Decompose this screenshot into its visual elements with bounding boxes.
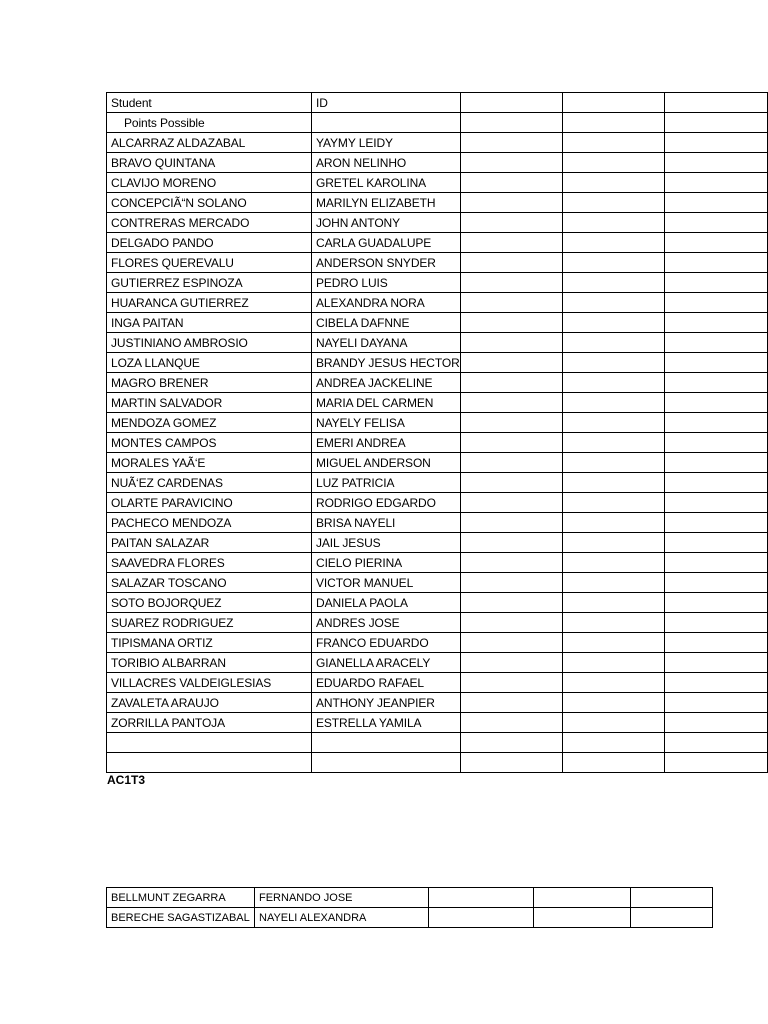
student-name-cell: BELLMUNT ZEGARRA [107,888,255,908]
student-id-cell: FRANCO EDUARDO [312,633,461,653]
empty-score-cell [665,673,768,693]
empty-score-cell [665,513,768,533]
student-name-cell: OLARTE PARAVICINO [107,493,312,513]
student-id-cell: YAYMY LEIDY [312,133,461,153]
empty-score-cell [563,433,665,453]
empty-score-cell [665,353,768,373]
table-row [107,373,768,393]
table-row [107,233,768,253]
empty-score-cell [665,153,768,173]
student-name-cell: NUÃ‘EZ CARDENAS [107,473,312,493]
table-row [107,908,713,928]
empty-score-cell [665,693,768,713]
empty-score-cell [563,353,665,373]
empty-score-cell [461,373,563,393]
student-id-cell: EMERI ANDREA [312,433,461,453]
table-row [107,613,768,633]
table-row [107,653,768,673]
empty-score-cell [563,413,665,433]
student-id-cell: FERNANDO JOSE [255,888,429,908]
points-possible-row [107,113,768,133]
student-id-cell: GRETEL KAROLINA [312,173,461,193]
empty-score-cell [631,908,713,928]
student-name-cell: CLAVIJO MORENO [107,173,312,193]
empty-score-cell [461,333,563,353]
header-empty-cell [665,93,768,113]
empty-score-cell [665,653,768,673]
empty-score-cell [665,253,768,273]
empty-score-cell [563,293,665,313]
table-row [107,333,768,353]
empty-score-cell [665,473,768,493]
student-name-cell: ZORRILLA PANTOJA [107,713,312,733]
student-id-cell: DANIELA PAOLA [312,593,461,613]
second-roster-table [106,887,713,928]
table-row [107,888,713,908]
student-id-cell: GIANELLA ARACELY [312,653,461,673]
empty-score-cell [665,713,768,733]
student-name-cell: MARTIN SALVADOR [107,393,312,413]
empty-score-cell [665,373,768,393]
table-row [107,393,768,413]
empty-score-cell [563,653,665,673]
empty-score-cell [563,613,665,633]
empty-score-cell [534,908,631,928]
empty-score-cell [461,593,563,613]
student-id-cell: LUZ PATRICIA [312,473,461,493]
empty-score-cell [563,633,665,653]
empty-score-cell [563,313,665,333]
student-id-cell: BRISA NAYELI [312,513,461,533]
points-possible-cell [563,113,665,133]
table-row [107,133,768,153]
empty-score-cell [563,133,665,153]
empty-score-cell [563,153,665,173]
empty-score-cell [461,433,563,453]
student-name-cell: CONTRERAS MERCADO [107,213,312,233]
empty-score-cell [665,533,768,553]
empty-score-cell [429,908,534,928]
table-row [107,493,768,513]
empty-score-cell [631,888,713,908]
empty-score-cell [461,673,563,693]
table-row [107,753,768,773]
empty-score-cell [665,593,768,613]
section-label: AC1T3 [107,773,146,787]
table-row [107,213,768,233]
student-id-cell: VICTOR MANUEL [312,573,461,593]
student-name-cell: TIPISMANA ORTIZ [107,633,312,653]
empty-score-cell [461,293,563,313]
student-id-cell: ANDREA JACKELINE [312,373,461,393]
empty-score-cell [563,453,665,473]
empty-score-cell [665,173,768,193]
empty-score-cell [563,733,665,753]
empty-score-cell [665,753,768,773]
student-id-cell: PEDRO LUIS [312,273,461,293]
empty-score-cell [461,253,563,273]
empty-score-cell [461,313,563,333]
student-id-cell: NAYELY FELISA [312,413,461,433]
empty-score-cell [563,373,665,393]
student-roster-body [107,93,768,773]
student-name-cell: MORALES YAÃ‘E [107,453,312,473]
table-row [107,293,768,313]
empty-score-cell [665,313,768,333]
empty-score-cell [665,333,768,353]
empty-score-cell [563,273,665,293]
student-id-cell: ANTHONY JEANPIER [312,693,461,713]
empty-score-cell [665,213,768,233]
empty-score-cell [534,888,631,908]
header-id: ID [312,93,461,113]
empty-score-cell [665,733,768,753]
empty-score-cell [665,633,768,653]
empty-score-cell [461,753,563,773]
empty-score-cell [461,353,563,373]
empty-score-cell [563,553,665,573]
student-name-cell: ALCARRAZ ALDAZABAL [107,133,312,153]
table-row [107,433,768,453]
table-row [107,693,768,713]
student-name-cell: MONTES CAMPOS [107,433,312,453]
empty-score-cell [461,493,563,513]
empty-score-cell [461,413,563,433]
empty-score-cell [563,333,665,353]
student-name-cell: VILLACRES VALDEIGLESIAS [107,673,312,693]
empty-score-cell [665,433,768,453]
student-id-cell: RODRIGO EDGARDO [312,493,461,513]
empty-score-cell [665,573,768,593]
empty-score-cell [563,393,665,413]
student-id-cell: NAYELI ALEXANDRA [255,908,429,928]
empty-score-cell [665,293,768,313]
student-name-cell: PAITAN SALAZAR [107,533,312,553]
student-name-cell: BRAVO QUINTANA [107,153,312,173]
student-id-cell: BRANDY JESUS HECTOR [312,353,461,373]
table-row [107,533,768,553]
table-row [107,353,768,373]
empty-score-cell [563,253,665,273]
empty-score-cell [665,133,768,153]
empty-score-cell [461,213,563,233]
student-name-cell: GUTIERREZ ESPINOZA [107,273,312,293]
points-possible-cell [665,113,768,133]
student-id-cell: MARILYN ELIZABETH [312,193,461,213]
student-roster-table [106,92,768,773]
student-id-cell: JOHN ANTONY [312,213,461,233]
student-id-cell: CIBELA DAFNNE [312,313,461,333]
empty-score-cell [461,633,563,653]
student-id-cell: MIGUEL ANDERSON [312,453,461,473]
student-name-cell: SAAVEDRA FLORES [107,553,312,573]
empty-score-cell [461,133,563,153]
table-row [107,733,768,753]
empty-score-cell [461,473,563,493]
student-id-cell: MARIA DEL CARMEN [312,393,461,413]
empty-score-cell [665,613,768,633]
empty-score-cell [461,713,563,733]
empty-score-cell [461,693,563,713]
student-id-cell [312,733,461,753]
student-id-cell: EDUARDO RAFAEL [312,673,461,693]
table-row [107,453,768,473]
empty-score-cell [461,393,563,413]
empty-score-cell [461,573,563,593]
empty-score-cell [461,193,563,213]
student-id-cell: ANDRES JOSE [312,613,461,633]
student-id-cell: CIELO PIERINA [312,553,461,573]
empty-score-cell [563,593,665,613]
empty-score-cell [461,173,563,193]
student-name-cell: INGA PAITAN [107,313,312,333]
table-row [107,413,768,433]
student-name-cell: FLORES QUEREVALU [107,253,312,273]
student-name-cell: JUSTINIANO AMBROSIO [107,333,312,353]
empty-score-cell [665,193,768,213]
second-roster-body [107,888,713,928]
empty-score-cell [563,493,665,513]
table-row [107,673,768,693]
student-name-cell: HUARANCA GUTIERREZ [107,293,312,313]
table-row [107,573,768,593]
header-empty-cell [461,93,563,113]
empty-score-cell [563,673,665,693]
empty-score-cell [563,513,665,533]
empty-score-cell [665,413,768,433]
empty-score-cell [461,273,563,293]
empty-score-cell [665,453,768,473]
table-row [107,513,768,533]
table-row [107,273,768,293]
table-row [107,713,768,733]
empty-score-cell [563,233,665,253]
empty-score-cell [461,233,563,253]
empty-score-cell [461,733,563,753]
table-row [107,153,768,173]
student-id-cell: ANDERSON SNYDER [312,253,461,273]
empty-score-cell [563,533,665,553]
empty-score-cell [563,213,665,233]
empty-score-cell [461,613,563,633]
student-name-cell [107,753,312,773]
student-name-cell: SALAZAR TOSCANO [107,573,312,593]
student-name-cell: ZAVALETA ARAUJO [107,693,312,713]
empty-score-cell [461,153,563,173]
empty-score-cell [461,553,563,573]
empty-score-cell [429,888,534,908]
student-name-cell: SUAREZ RODRIGUEZ [107,613,312,633]
student-id-cell: ARON NELINHO [312,153,461,173]
student-id-cell [312,753,461,773]
points-possible-cell [312,113,461,133]
empty-score-cell [461,513,563,533]
student-name-cell: MAGRO BRENER [107,373,312,393]
header-empty-cell [563,93,665,113]
student-id-cell: JAIL JESUS [312,533,461,553]
student-name-cell: PACHECO MENDOZA [107,513,312,533]
student-id-cell: ESTRELLA YAMILA [312,713,461,733]
empty-score-cell [563,473,665,493]
empty-score-cell [461,453,563,473]
student-name-cell: LOZA LLANQUE [107,353,312,373]
student-id-cell: CARLA GUADALUPE [312,233,461,253]
header-row [107,93,768,113]
student-name-cell: TORIBIO ALBARRAN [107,653,312,673]
student-name-cell: DELGADO PANDO [107,233,312,253]
empty-score-cell [563,713,665,733]
table-row [107,553,768,573]
table-row [107,173,768,193]
table-row [107,253,768,273]
student-id-cell: ALEXANDRA NORA [312,293,461,313]
header-student: Student [107,93,312,113]
table-row [107,313,768,333]
empty-score-cell [461,653,563,673]
table-row [107,473,768,493]
empty-score-cell [665,553,768,573]
student-name-cell: SOTO BOJORQUEZ [107,593,312,613]
student-id-cell: NAYELI DAYANA [312,333,461,353]
student-name-cell: BERECHE SAGASTIZABAL [107,908,255,928]
student-name-cell [107,733,312,753]
empty-score-cell [461,533,563,553]
points-possible-label: Points Possible [107,113,312,133]
empty-score-cell [665,493,768,513]
empty-score-cell [563,193,665,213]
empty-score-cell [563,173,665,193]
empty-score-cell [563,573,665,593]
empty-score-cell [665,273,768,293]
table-row [107,633,768,653]
points-possible-cell [461,113,563,133]
student-name-cell: CONCEPCIÃ“N SOLANO [107,193,312,213]
table-row [107,593,768,613]
empty-score-cell [563,693,665,713]
empty-score-cell [665,393,768,413]
table-row [107,193,768,213]
empty-score-cell [563,753,665,773]
student-name-cell: MENDOZA GOMEZ [107,413,312,433]
empty-score-cell [665,233,768,253]
